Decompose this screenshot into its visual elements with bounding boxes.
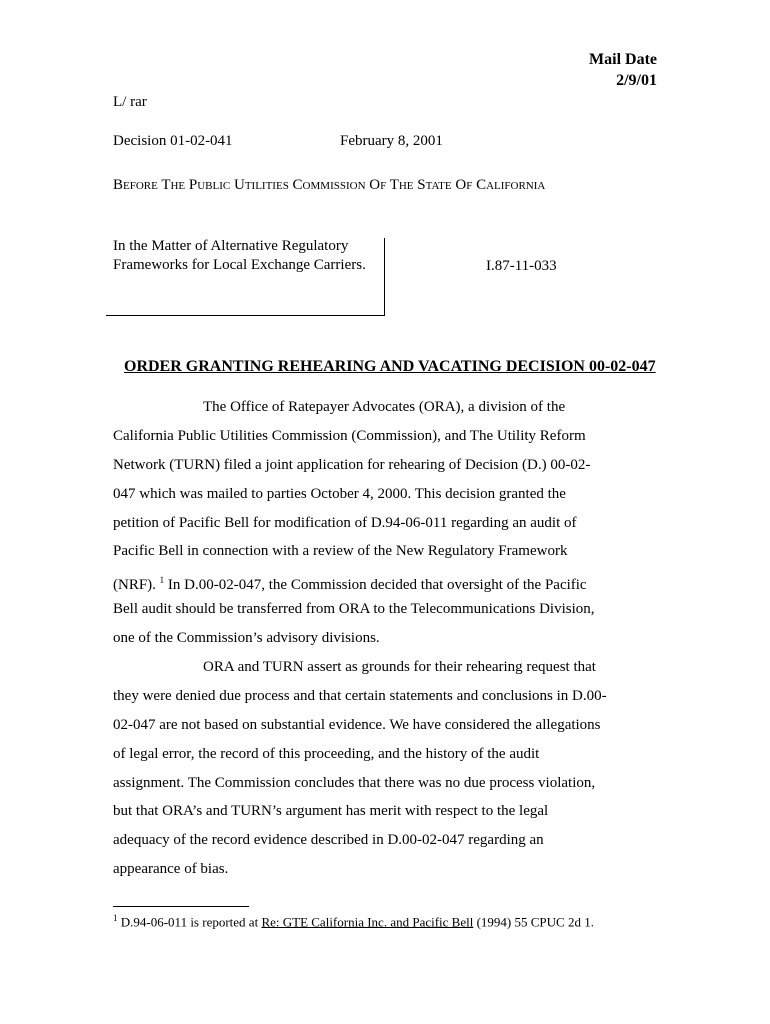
- mail-date-label: Mail Date: [589, 51, 657, 68]
- paragraph-line: one of the Commission’s advisory divisions.: [113, 630, 380, 647]
- footnote: [113, 913, 594, 930]
- footnote-prefix: D.94-06-011 is reported at: [117, 914, 262, 930]
- paragraph-2: [113, 653, 673, 884]
- commission-heading: Before The Public Utilities Commission Of The State Of California: [113, 177, 546, 193]
- author-initials: L/ rar: [113, 94, 147, 110]
- decision-date: February 8, 2001: [340, 133, 443, 149]
- footnote-suffix: (1994) 55 CPUC 2d 1.: [473, 914, 594, 930]
- footnote-case-name: Re: GTE California Inc. and Pacific Bell: [261, 914, 474, 930]
- mail-date-value: 2/9/01: [616, 72, 657, 89]
- proceeding-number: I.87-11-033: [486, 258, 557, 274]
- paragraph-line: Network (TURN) filed a joint application for rehearing of Decision (D.) 00-02-: [113, 456, 591, 473]
- paragraph-line: The Office of Ratepayer Advocates (ORA), a division of the: [203, 399, 566, 415]
- paragraph-line: ORA and TURN assert as grounds for their rehearing request that: [203, 659, 596, 675]
- paragraph-line: they were denied due process and that certain statements and conclusions in D.00-: [113, 687, 607, 704]
- paragraph-line: but that ORA’s and TURN’s argument has merit with respect to the legal: [113, 803, 549, 820]
- paragraph-line: Bell audit should be transferred from ORA to the Telecommunications Division,: [113, 601, 595, 618]
- caption-matter: In the Matter of Alternative Regulatory Frameworks for Local Exchange Carriers.: [113, 238, 366, 273]
- paragraph-line-with-footnote: [113, 566, 673, 595]
- nrf-continuation: In D.00-02-047, the Commission decided that oversight of the Pacific: [164, 577, 587, 594]
- paragraph-line: 02-047 are not based on substantial evidence. We have considered the allegations: [113, 716, 601, 733]
- nrf-text: (NRF).: [113, 577, 156, 594]
- paragraph-line: appearance of bias.: [113, 861, 229, 878]
- paragraph-line: petition of Pacific Bell for modification of D.94-06-011 regarding an audit of: [113, 514, 577, 531]
- paragraph-line: adequacy of the record evidence described in D.00-02-047 regarding an: [113, 832, 544, 849]
- mail-date-block: [589, 49, 657, 91]
- paragraph-line: of legal error, the record of this proceeding, and the history of the audit: [113, 745, 540, 762]
- paragraph-1: [113, 393, 673, 653]
- paragraph-line: California Public Utilities Commission (Commission), and The Utility Reform: [113, 427, 586, 444]
- paragraph-line: assignment. The Commission concludes that there was no due process violation,: [113, 774, 596, 791]
- paragraph-line: Pacific Bell in connection with a review of the New Regulatory Framework: [113, 543, 568, 560]
- footnote-number: 1: [113, 913, 118, 923]
- footnote-separator: [113, 906, 249, 907]
- paragraph-line: 047 which was mailed to parties October 4, 2000. This decision granted the: [113, 485, 566, 502]
- decision-number: Decision 01-02-041: [113, 133, 233, 149]
- order-title: ORDER GRANTING REHEARING AND VACATING DECISION 00-02-047: [124, 358, 656, 375]
- footnote-reference: 1: [159, 575, 165, 586]
